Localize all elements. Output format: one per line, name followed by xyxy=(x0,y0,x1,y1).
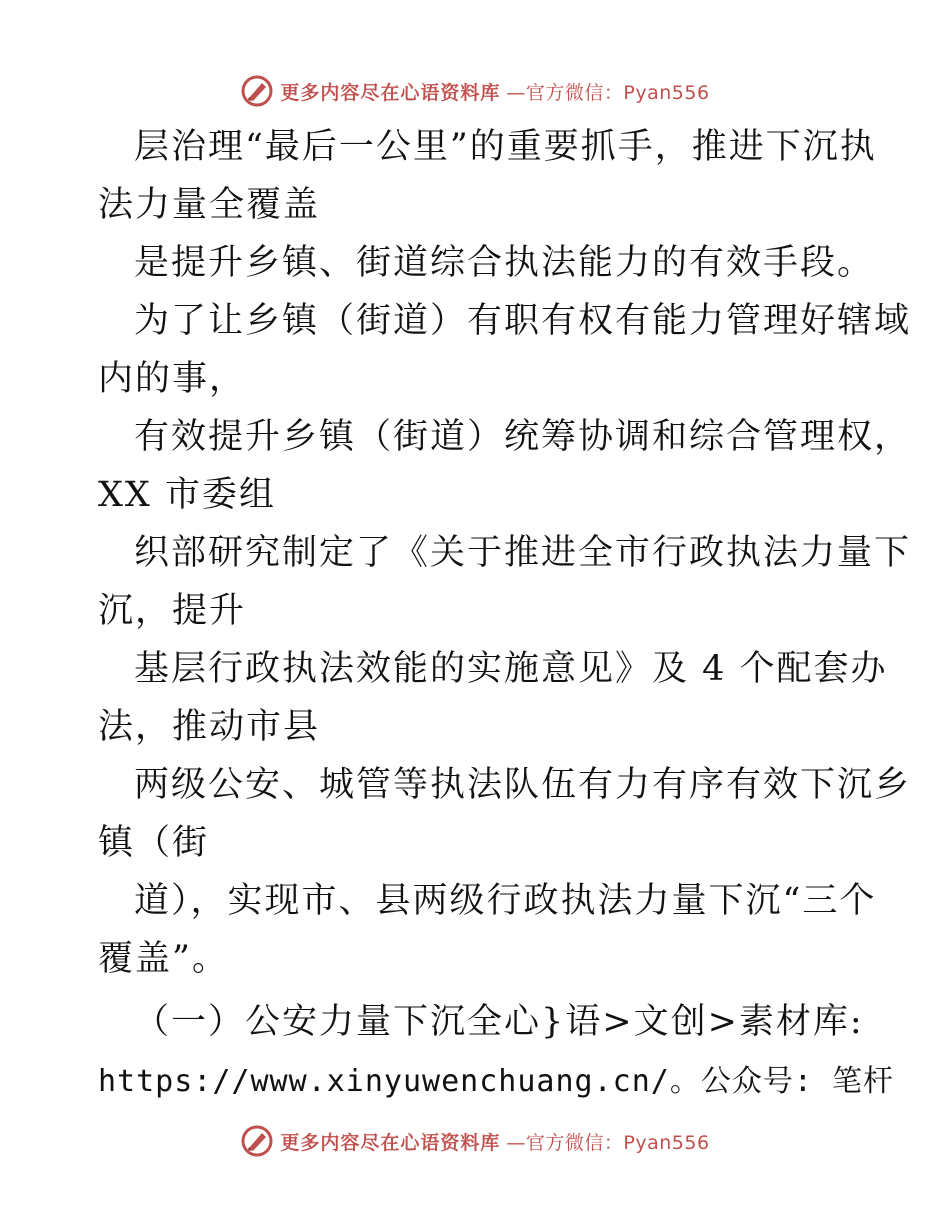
watermark-contact: —官方微信：Pyan556 xyxy=(506,1131,710,1154)
body-line: 沉，提升 xyxy=(98,591,247,631)
section-heading-line: （一）公安力量下沉全心}语>文创>素材库: xyxy=(134,1002,864,1042)
body-line: 道），实现市、县两级行政执法力量下沉“三个 xyxy=(134,881,877,921)
body-line: 基层行政执法效能的实施意见》及 4 个配套办 xyxy=(134,649,888,689)
body-line: 层治理“最后一公里”的重要抓手，推进下沉执 xyxy=(134,127,877,167)
body-line: 两级公安、城管等执法队伍有力有序有效下沉乡 xyxy=(134,765,912,805)
body-line: 法力量全覆盖 xyxy=(98,185,321,225)
body-line: 覆盖”。 xyxy=(98,939,229,979)
pen-seal-icon xyxy=(240,1124,274,1158)
pen-seal-icon xyxy=(240,74,274,108)
body-line: 是提升乡镇、街道综合执法能力的有效手段。 xyxy=(134,243,875,283)
watermark-brand: 更多内容尽在心语资料库 xyxy=(280,81,501,104)
header-watermark xyxy=(0,71,950,111)
body-line: 内的事， xyxy=(98,359,247,399)
footer-watermark xyxy=(0,1121,950,1161)
url-line: https://www.xinyuwenchuang.cn/。公众号: 笔杆 xyxy=(98,1064,894,1099)
body-line: XX 市委组 xyxy=(98,475,276,515)
body-line: 为了让乡镇（街道）有职有权有能力管理好辖域 xyxy=(134,301,912,341)
body-line: 镇（街 xyxy=(98,823,210,863)
watermark-brand: 更多内容尽在心语资料库 xyxy=(280,1131,501,1154)
watermark-contact: —官方微信：Pyan556 xyxy=(506,81,710,104)
body-line: 法，推动市县 xyxy=(98,707,321,747)
body-line: 有效提升乡镇（街道）统筹协调和综合管理权， xyxy=(134,417,912,457)
body-line: 织部研究制定了《关于推进全市行政执法力量下 xyxy=(134,533,912,573)
